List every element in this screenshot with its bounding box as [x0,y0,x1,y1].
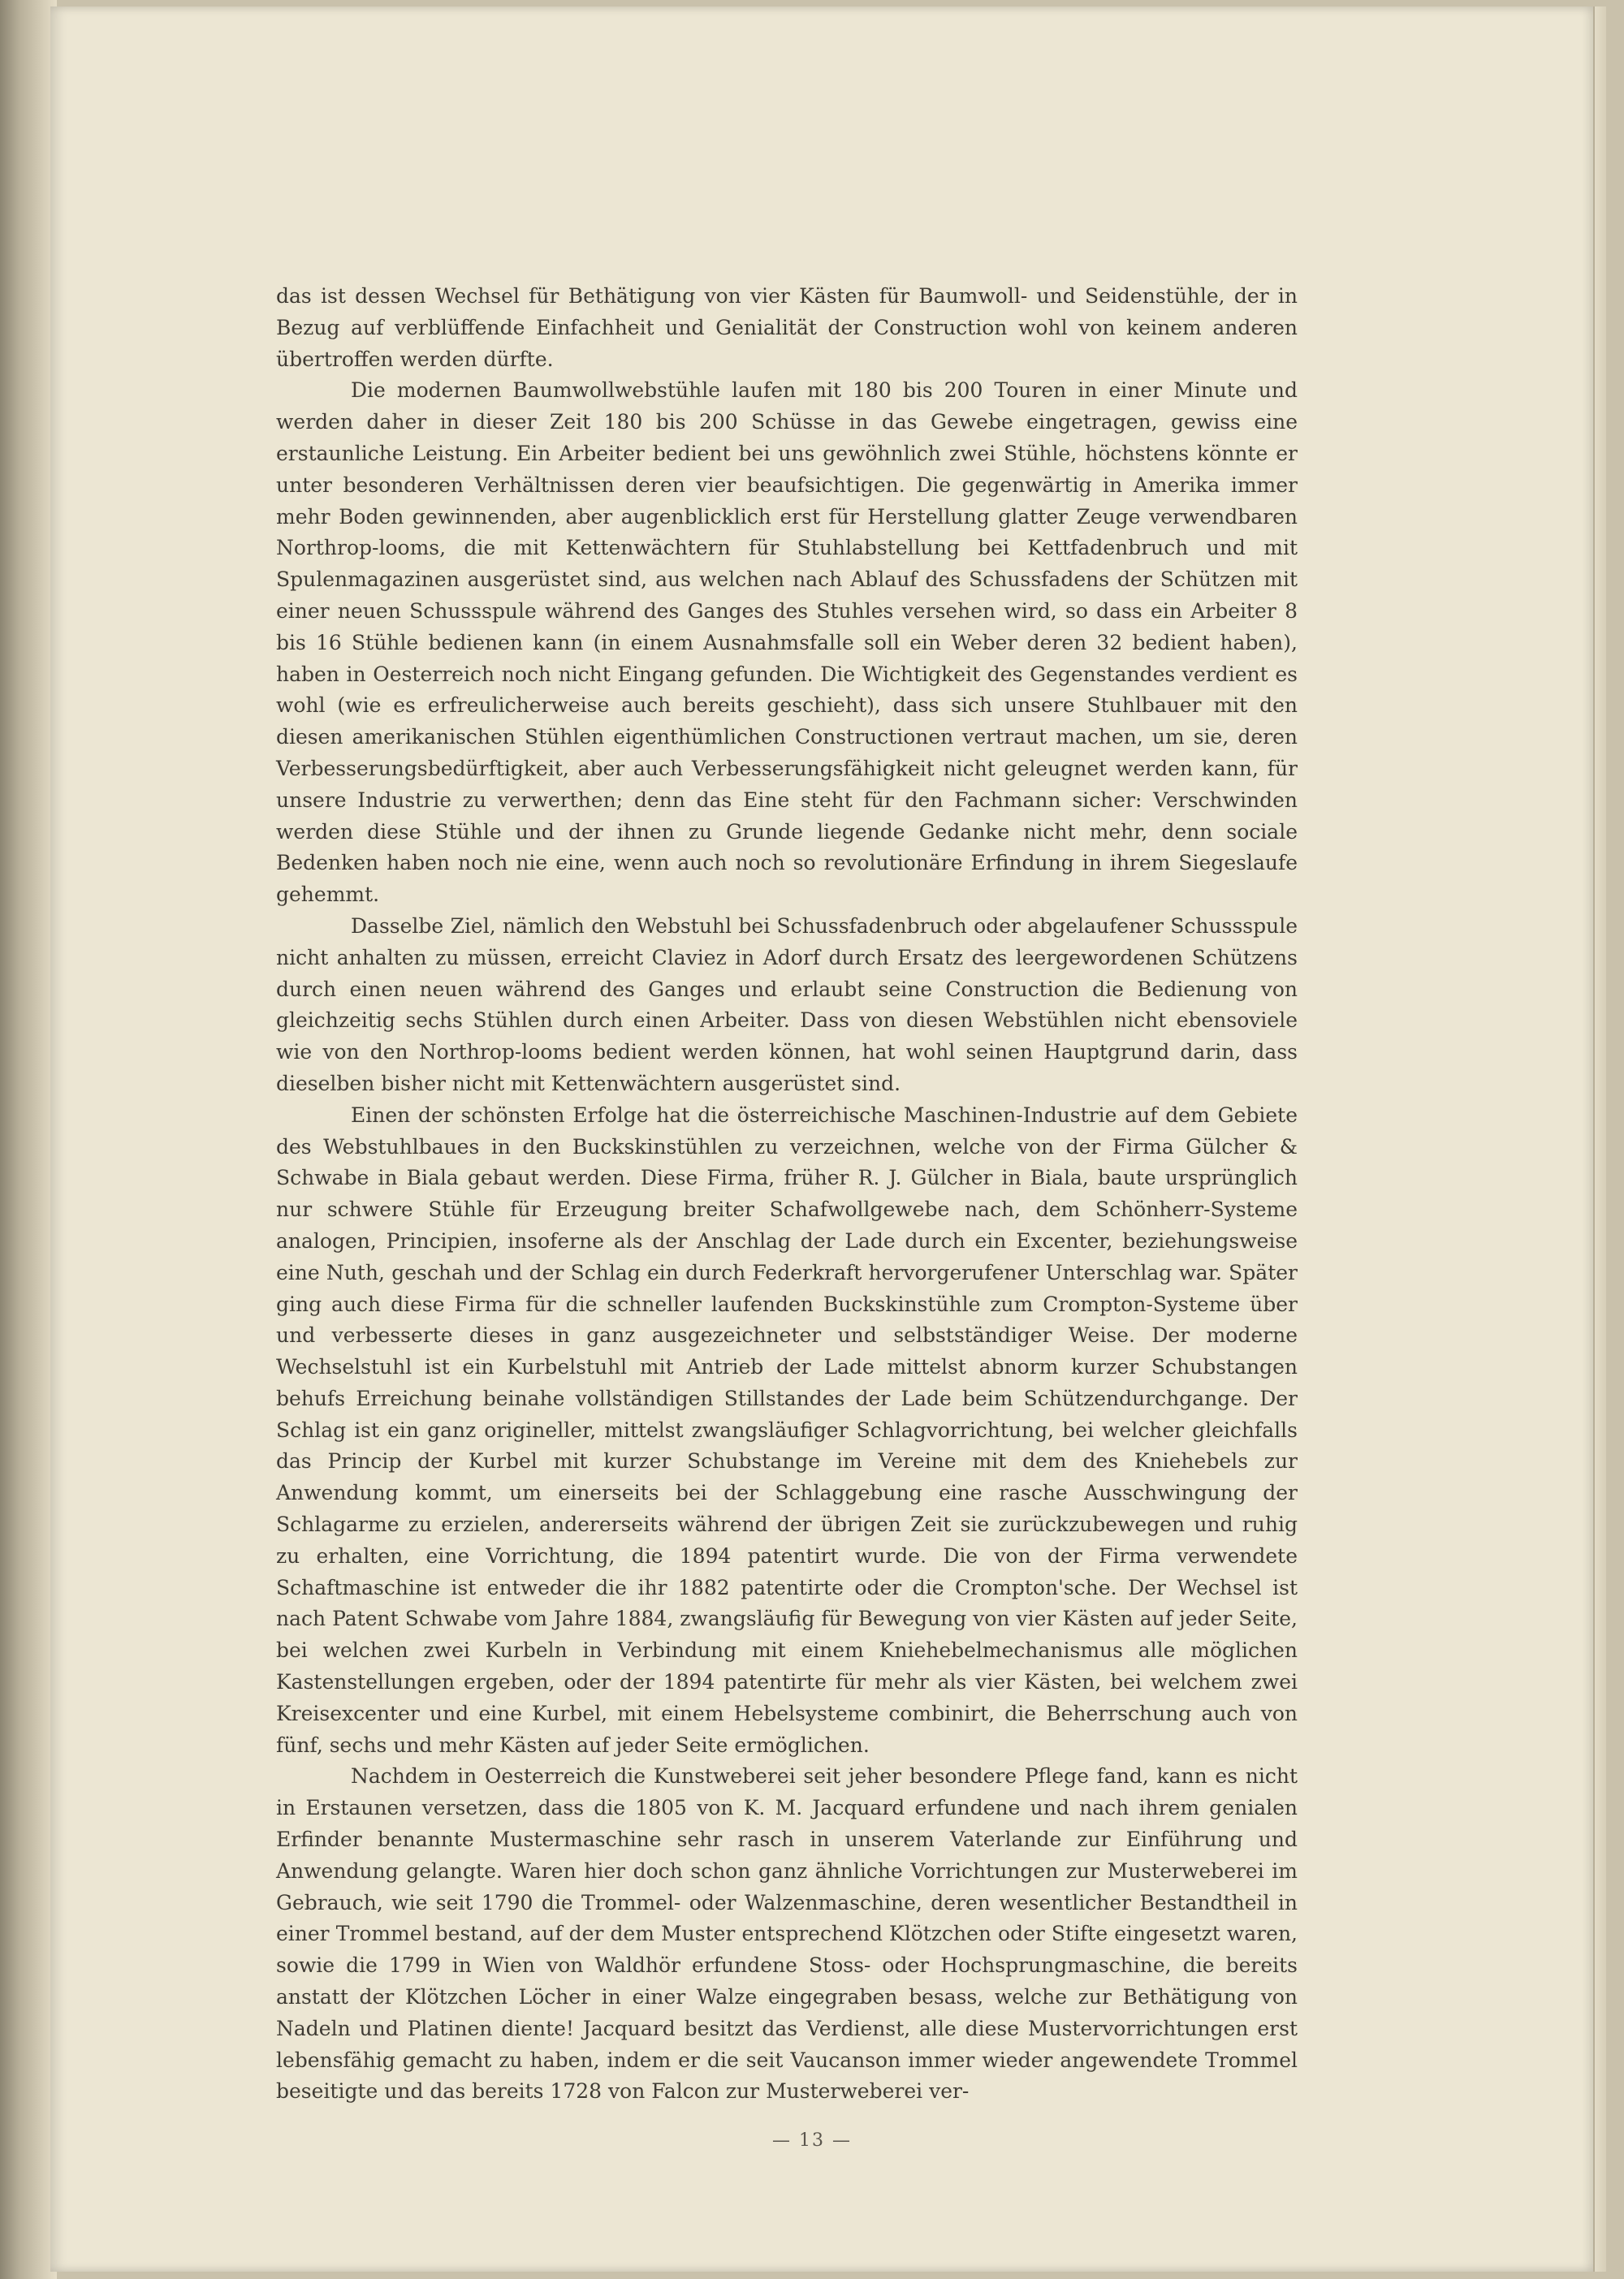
paragraph-weaving-speeds: Die modernen Baumwollwebstühle laufen mit 180 bis 200 Touren in einer Minute und werden daher in dieser Zeit 180 bis 200 Schüsse in das Gewebe eingetragen, gewiss eine erstaunliche Leistung. Ein Arbeiter bedient bei uns gewöhnlich zwei Stühle, höchstens könnte er unter besonderen Verhältnissen deren vier beaufsichtigen. Die gegenwärtig in Amerika immer mehr Boden gewinnenden, aber augenblicklich erst für Herstellung glatter Zeuge verwendbaren Northrop-looms, die mit Kettenwächtern für Stuhlabstellung bei Kettfadenbruch und mit Spulenmagazinen ausgerüstet sind, aus welchen nach Ablauf des Schussfadens der Schützen mit einer neuen Schussspule während des Ganges des Stuhles versehen wird, so dass ein Arbeiter 8 bis 16 Stühle bedienen kann (in einem Ausnahmsfalle soll ein Weber deren 32 bedient haben), haben in Oesterreich noch nicht Eingang gefunden. Die Wichtigkeit des Gegenstandes verdient es wohl (wie es erfreulicherweise auch bereits geschieht), dass sich unsere Stuhlbauer mit den diesen amerikanischen Stühlen eigenthümlichen Constructionen vertraut machen, um sie, deren Verbesserungsbedürftigkeit, aber auch Verbesserungsfähigkeit nicht geleugnet werden kann, für unsere Industrie zu verwerthen; denn das Eine steht für den Fachmann sicher: Verschwinden werden diese Stühle und der ihnen zu Grunde liegende Gedanke nicht mehr, denn sociale Bedenken haben noch nie eine, wenn auch noch so revolutionäre Erfindung in ihrem Siegeslaufe gehemmt. [276,378,1298,907]
paragraph-claviez: Dasselbe Ziel, nämlich den Webstuhl bei Schussfadenbruch oder abgelaufener Schussspule nicht anhalten zu müssen, erreicht Claviez in Adorf durch Ersatz des leergewordenen Schützens durch einen neuen während des Ganges und erlaubt seine Construction die Bedienung von gleichzeitig sechs Stühlen durch einen Arbeiter. Dass von diesen Webstühlen nicht ebensoviele wie von den Northrop-looms bedient werden können, hat wohl seinen Hauptgrund darin, dass dieselben bisher nicht mit Kettenwächtern ausgerüstet sind. [276,913,1298,1095]
page-edge [1595,6,1606,2272]
body-text [276,281,1298,2108]
page-number: — 13 — [772,2130,852,2151]
book-spine [0,0,57,2279]
paragraph-jacquard: Nachdem in Oesterreich die Kunstweberei seit jeher besondere Pflege fand, kann es nicht in Erstaunen versetzen, dass die 1805 von K. M. Jacquard erfundene und nach ihrem genialen Erfinder benannte Mustermaschine sehr rasch in unserem Vaterlande zur Einführung und Anwendung gelangte. Waren hier doch schon ganz ähnliche Vorrichtungen zur Musterweberei im Gebrauch, wie seit 1790 die Trommel- oder Walzenmaschine, deren wesentlicher Bestandtheil in einer Trommel bestand, auf der dem Muster entsprechend Klötzchen oder Stifte eingesetzt waren, sowie die 1799 in Wien von Waldhör erfundene Stoss- oder Hochsprungmaschine, die bereits anstatt der Klötzchen Löcher in einer Walze eingegraben besass, welche zur Bethätigung von Nadeln und Platinen diente! Jacquard besitzt das Verdienst, alle diese Mustervorrichtungen erst lebensfähig gemacht zu haben, indem er die seit Vaucanson immer wieder angewendete Trommel beseitigte und das bereits 1728 von Falcon zur Musterweberei ver- [276,1764,1298,2104]
paragraph-continuation: das ist dessen Wechsel für Bethätigung von vier Kästen für Baumwoll- und Seidenstühle, der in Bezug auf verblüffende Einfachheit und Genialität der Construction wohl von keinem anderen übertroffen werden dürfte. [276,284,1298,371]
paragraph-buckskin-looms: Einen der schönsten Erfolge hat die österreichische Maschinen-Industrie auf dem Gebiete des Webstuhlbaues in den Buckskinstühlen zu verzeichnen, welche von der Firma Gülcher & Schwabe in Biala gebaut werden. Diese Firma, früher R. J. Gülcher in Biala, baute ursprünglich nur schwere Stühle für Erzeugung breiter Schafwollgewebe nach, dem Schönherr-Systeme analogen, Principien, insoferne als der Anschlag der Lade durch ein Excenter, beziehungsweise eine Nuth, geschah und der Schlag ein durch Federkraft hervorgerufener Unterschlag war. Später ging auch diese Firma für die schneller laufenden Buckskinstühle zum Crompton-Systeme über und verbesserte dieses in ganz ausgezeichneter und selbstständiger Weise. Der moderne Wechselstuhl ist ein Kurbelstuhl mit Antrieb der Lade mittelst abnorm kurzer Schubstangen behufs Erreichung beinahe vollständigen Stillstandes der Lade beim Schützendurchgange. Der Schlag ist ein ganz origineller, mittelst zwangsläufiger Schlagvorrichtung, bei welcher gleichfalls das Princip der Kurbel mit kurzer Schubstange im Vereine mit dem des Kniehebels zur Anwendung kommt, um einerseits bei der Schlaggebung eine rasche Ausschwingung der Schlagarme zu erzielen, andererseits während der übrigen Zeit sie zurückzubewegen und ruhig zu erhalten, eine Vorrichtung, die 1894 patentirt wurde. Die von der Firma verwendete Schaftmaschine ist entweder die ihr 1882 patentirte oder die Crompton'sche. Der Wechsel ist nach Patent Schwabe vom Jahre 1884, zwangsläufig für Bewegung von vier Kästen auf jeder Seite, bei welchen zwei Kurbeln in Verbindung mit einem Kniehebelmechanismus alle möglichen Kastenstellungen ergeben, oder der 1894 patentirte für mehr als vier Kästen, bei welchem zwei Kreisexcenter und eine Kurbel, mit einem Hebelsysteme combinirt, die Beherrschung auch von fünf, sechs und mehr Kästen auf jeder Seite ermöglichen. [276,1103,1298,1757]
